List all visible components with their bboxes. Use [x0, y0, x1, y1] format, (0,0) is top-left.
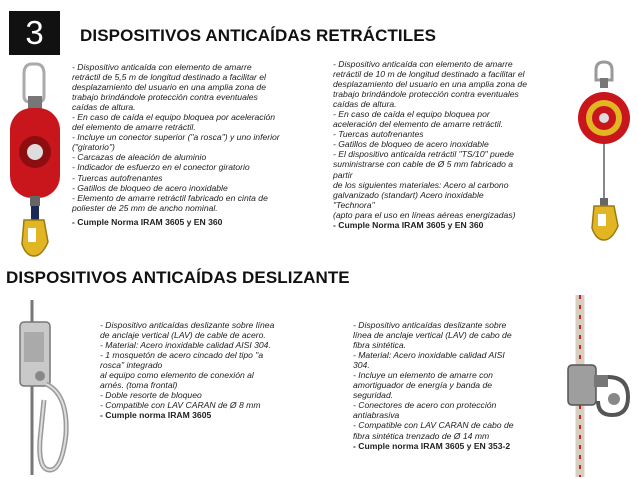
text-line: rosca" integrado	[100, 360, 163, 371]
title-deslizante: DISPOSITIVOS ANTICAÍDAS DESLIZANTE	[6, 268, 350, 287]
text-line: desplazamiento del usuario en una amplia zona de	[72, 82, 266, 93]
norma-line: - Cumple norma IRAM 3605 y EN 353-2	[353, 440, 511, 451]
text-line: al equipo como elemento de conexión al	[100, 370, 254, 381]
norma-line: - Cumple Norma IRAM 3605 y EN 360	[72, 216, 223, 227]
text-line: - Incluye un elemento de amarre con	[353, 370, 493, 381]
text-line: suministrarse con cable de Ø 5 mm fabricado a	[333, 159, 514, 170]
text-line: - En caso de caída el equipo bloquea por aceleración	[72, 112, 276, 123]
sliding-device-rope-photo	[556, 295, 636, 477]
text-line: - 1 mosquetón de acero cincado del tipo "a	[100, 350, 264, 361]
section-number-badge: 3	[9, 11, 60, 55]
retractil-10m-description	[333, 59, 527, 230]
text-line: - Doble resorte de bloqueo	[100, 390, 202, 401]
text-line: trabajo brindándole protección contra eventuales	[333, 89, 519, 100]
deslizante-acero-description	[100, 320, 274, 420]
norma-line: - Cumple Norma IRAM 3605 y EN 360	[333, 219, 484, 230]
text-line: retráctil de 5,5 m de longitud destinado a facilitar el	[72, 72, 266, 83]
text-line: caídas de altura.	[333, 99, 397, 110]
text-line: galvanizado (standart) Acero inoxidable	[333, 189, 484, 200]
retractable-device-10m-photo	[574, 60, 634, 245]
text-line: - Dispositivo anticaídas deslizante sobre línea	[100, 320, 275, 330]
text-line: aceleración del elemento de amarre retráctil.	[333, 119, 504, 130]
text-line: - Tuercas autofrenantes	[72, 172, 163, 183]
retractable-device-5m-photo	[4, 60, 66, 260]
text-line: - Material: Acero inoxidable calidad AISI 304.	[100, 340, 271, 351]
text-line: arnés. (toma frontal)	[100, 380, 178, 391]
text-line: partir	[333, 169, 353, 180]
title-retractiles: DISPOSITIVOS ANTICAÍDAS RETRÁCTILES	[80, 26, 437, 45]
text-line: - Material: Acero inoxidable calidad AISI	[353, 350, 505, 361]
text-line: antiabrasiva	[353, 410, 400, 421]
text-line: - Compatible con LAV CARAN de cabo de	[353, 420, 514, 431]
sliding-device-steel-cable-photo	[10, 300, 90, 475]
text-line: - Carcazas de aleación de aluminio	[72, 152, 207, 163]
text-line: trabajo brindándole protección contra eventuales	[72, 92, 258, 103]
text-line: seguridad.	[353, 390, 394, 401]
text-line: "Technora"	[333, 199, 375, 210]
text-line: - Tuercas autofrenantes	[333, 129, 424, 140]
text-line: caídas de altura.	[72, 102, 136, 113]
text-line: - Conectores de acero con protección	[353, 400, 497, 411]
deslizante-fibra-description	[353, 320, 514, 451]
text-line: retráctil de 10 m de longitud destinado a facilitar el	[333, 69, 525, 80]
text-line: (apto para el uso en líneas aéreas energizadas)	[333, 209, 516, 220]
text-line: ("giratorio")	[72, 142, 115, 153]
text-line: - Dispositivo anticaídas deslizante sobre	[353, 320, 507, 330]
text-line: desplazamiento del usuario en una amplia zona de	[333, 79, 527, 90]
text-line: - Gatillos de bloqueo de acero inoxidable	[72, 182, 228, 193]
text-line: - Gatillos de bloqueo de acero inoxidable	[333, 139, 489, 150]
text-line: - Dispositivo anticaída con elemento de amarre	[333, 59, 513, 69]
text-line: - Dispositivo anticaída con elemento de amarre	[72, 62, 252, 72]
text-line: línea de anclaje vertical (LAV) de cabo de	[353, 330, 512, 341]
text-line: - El dispositivo anticaída retráctil "TS/10" puede	[333, 149, 514, 160]
text-line: - Compatible con LAV CARAN de Ø 8 mm	[100, 400, 261, 411]
text-line: del elemento de amarre retráctil.	[72, 122, 196, 133]
text-line: de los siguientes materiales: Acero al carbono	[333, 179, 509, 190]
text-line: - Elemento de amarre retráctil fabricado en cinta de	[72, 192, 268, 203]
norma-line: - Cumple norma IRAM 3605	[100, 410, 212, 421]
text-line: fibra sintética.	[353, 340, 407, 351]
text-line: - Incluye un conector superior ("a rosca") y uno inferior	[72, 132, 280, 143]
text-line: de anclaje vertical (LAV) de cable de acero.	[100, 330, 266, 341]
text-line: 304.	[353, 360, 370, 371]
text-line: poliester de 25 mm de ancho nominal.	[72, 202, 218, 213]
retractil-5m-description	[72, 62, 280, 227]
text-line: - Indicador de esfuerzo en el conector giratorio	[72, 162, 250, 173]
text-line: fibra sintética trenzado de Ø 14 mm	[353, 430, 490, 441]
text-line: - En caso de caída el equipo bloquea por	[333, 109, 490, 120]
text-line: amortiguador de energía y banda de	[353, 380, 493, 391]
